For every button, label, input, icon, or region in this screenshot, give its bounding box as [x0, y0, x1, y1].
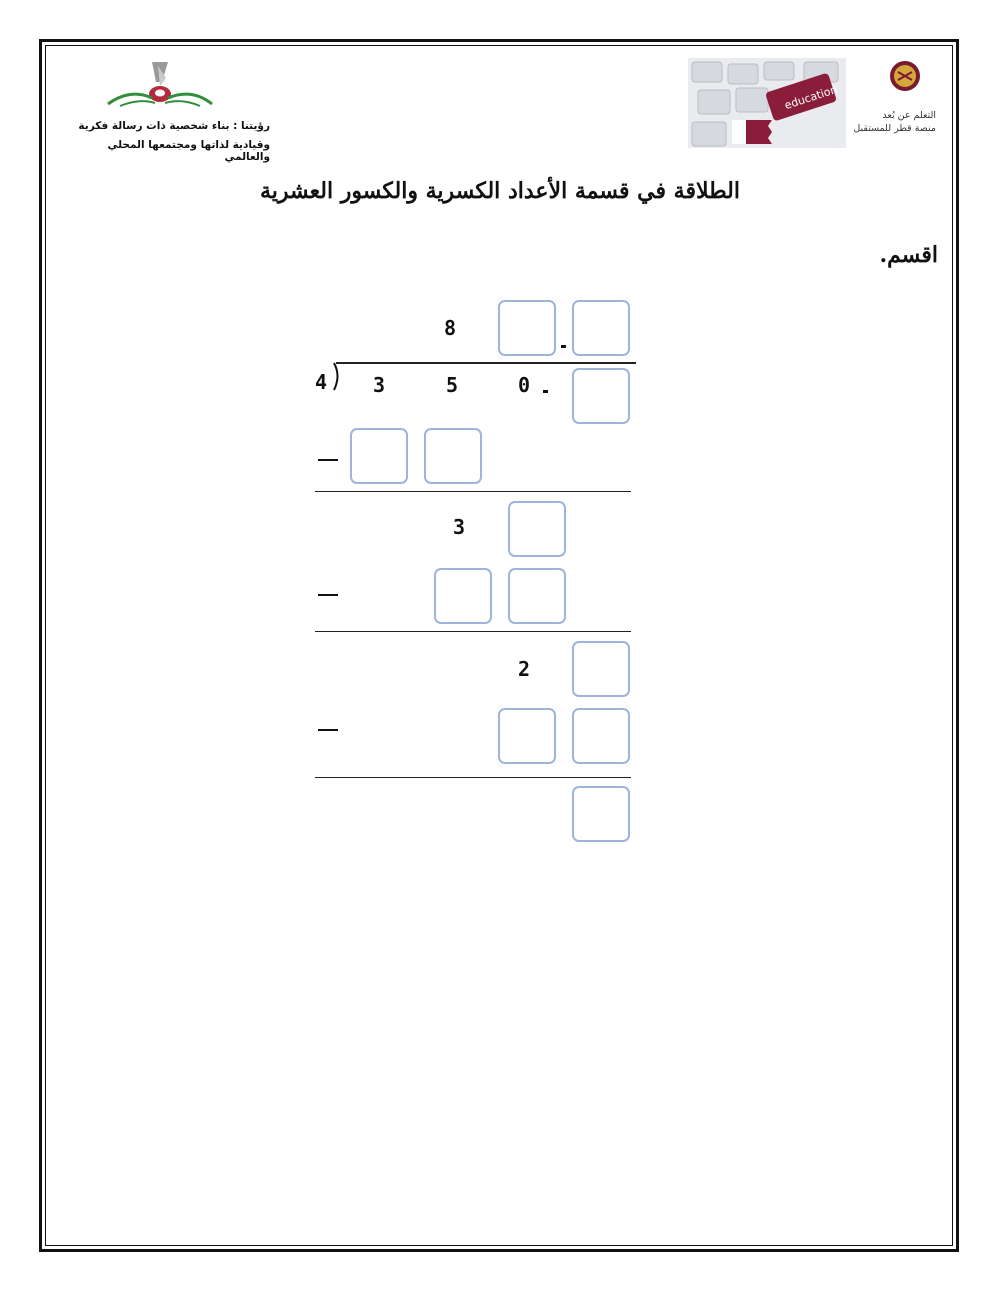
remainder1-box[interactable] [508, 501, 566, 557]
minus-sign-2 [318, 594, 338, 596]
divisor: 4 [315, 370, 328, 394]
dividend-box-extra[interactable] [572, 368, 630, 424]
remainder2-box[interactable] [572, 641, 630, 697]
quotient-box-1[interactable] [498, 300, 556, 356]
education-keyboard-image [688, 58, 846, 148]
qatar-emblem-icon [880, 58, 930, 98]
platform-line-1: التعلم عن بُعد [882, 110, 936, 121]
dividend-digit-1: 3 [373, 373, 386, 397]
quotient-box-2[interactable] [572, 300, 630, 356]
school-logo-icon [100, 58, 220, 118]
step2-product-box-1[interactable] [434, 568, 492, 624]
step2-product-box-2[interactable] [508, 568, 566, 624]
dividend-decimal-point [543, 390, 548, 393]
platform-line-2: منصة قطر للمستقبل [853, 123, 936, 134]
step3-product-box-2[interactable] [572, 708, 630, 764]
page-border-inner [45, 45, 953, 1246]
remainder-digit-1: 3 [453, 515, 466, 539]
dividend-digit-3: 0 [518, 373, 531, 397]
motto-line-2: وقيادية لذاتها ومجتمعها المحلي والعالمي [107, 139, 270, 163]
step1-product-box-2[interactable] [424, 428, 482, 484]
motto-line-1: رؤيتنا : بناء شخصية ذات رسالة فكرية [78, 120, 270, 132]
step1-product-box-1[interactable] [350, 428, 408, 484]
remainder-digit-2: 2 [518, 657, 531, 681]
education-key-label: education [782, 82, 839, 113]
quotient-decimal-point [561, 345, 566, 348]
quotient-digit-given: 8 [444, 316, 457, 340]
worksheet-title: الطلاقة في قسمة الأعداد الكسرية والكسور العشرية [260, 178, 740, 204]
dividend-digit-2: 5 [446, 373, 459, 397]
subtraction-line-2 [315, 631, 631, 632]
division-bracket [330, 362, 342, 392]
division-bar [336, 362, 636, 364]
subtraction-line-3 [315, 777, 631, 778]
subtraction-line-1 [315, 491, 631, 492]
step3-product-box-1[interactable] [498, 708, 556, 764]
minus-sign-3 [318, 729, 338, 731]
minus-sign-1 [318, 459, 338, 461]
instruction-text: اقسم. [879, 242, 938, 268]
final-remainder-box[interactable] [572, 786, 630, 842]
